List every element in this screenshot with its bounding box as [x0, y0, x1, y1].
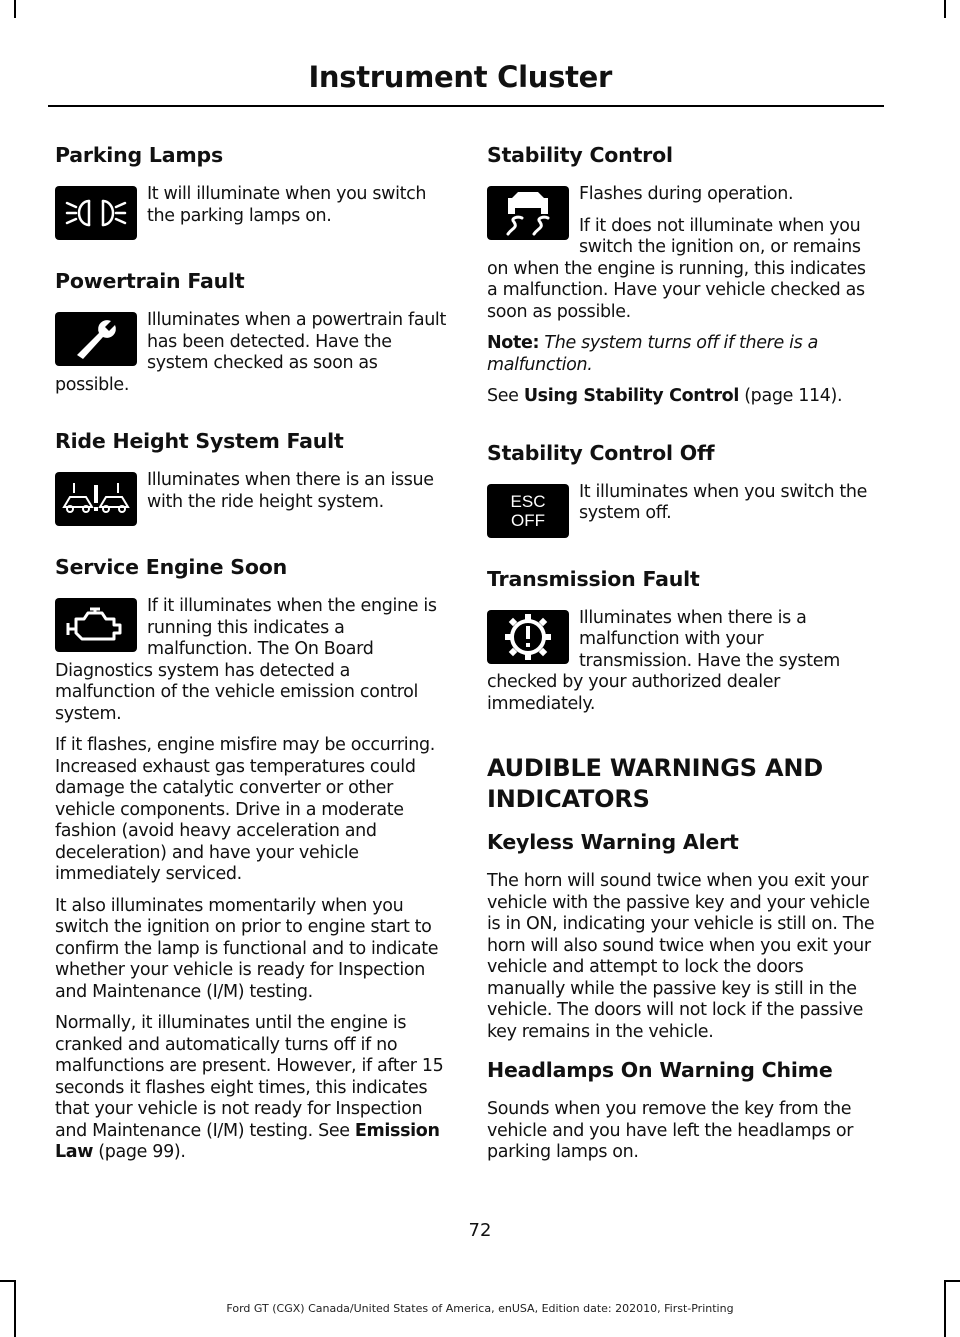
text-keyless-warning: The horn will sound twice when you exit your vehicle with the passive key and your vehicle is in ON, indicating your vehicle is still on. The horn will also sound twice when you exit your vehicle and attempt to lock the doors manually while the passive key is still in the vehicle. The doors will not lock if the passive key remains in the vehicle.	[487, 871, 875, 1042]
see-prefix: See	[318, 1120, 350, 1141]
heading-audible-warnings: AUDIBLE WARNINGS AND INDICATORS	[487, 754, 823, 813]
section-stability-off	[487, 440, 879, 544]
heading-powertrain-fault: Powertrain Fault	[55, 269, 245, 293]
heading-stability-off: Stability Control Off	[487, 440, 715, 465]
heading-service-engine: Service Engine Soon	[55, 555, 288, 579]
emission-law-link[interactable]: Emission Law	[55, 1120, 440, 1162]
wrench-icon	[55, 312, 137, 366]
right-column	[487, 142, 879, 1186]
parking-lamps-icon	[55, 186, 137, 240]
crop-mark-bottom-right-h	[944, 1280, 960, 1282]
section-service-engine	[55, 554, 447, 1174]
text-stability-off: It illuminates when you switch the system off.	[579, 481, 868, 523]
section-powertrain-fault	[55, 268, 447, 406]
page-number: 72	[468, 1220, 492, 1241]
see-page: (page 99).	[98, 1142, 186, 1162]
text-engine-p4-body: Normally, it illuminates until the engine is cranked and automatically turns off if no malfunctions are present. However, if after 15 seconds it flashes eight times, this indicates that your vehicle is not ready for Inspection and Maintenance (I/M) testing.	[55, 1013, 444, 1141]
heading-transmission-fault: Transmission Fault	[487, 566, 700, 591]
note-text: The system turns off if there is a malfunction.	[487, 333, 819, 375]
note-label: Note:	[487, 333, 540, 353]
heading-ride-height: Ride Height System Fault	[55, 429, 344, 453]
crop-mark-bottom-left-h	[0, 1280, 16, 1282]
text-engine-p1: If it illuminates when the engine is running this indicates a malfunction. The On Board Diagnostics system has detected a malfunction of the vehicle emission control system.	[55, 596, 437, 724]
text-engine-p2: If it flashes, engine misfire may be occurring. Increased exhaust gas temperatures could damage the catalytic converter or other vehicle components. Drive in a moderate fashion (avoid heavy acceleration and deceleration) and have your vehicle immediately serviced.	[55, 735, 436, 884]
text-parking-lamps: It will illuminate when you switch the parking lamps on.	[147, 184, 427, 226]
left-column	[55, 142, 447, 1196]
text-engine-p3: It also illuminates momentarily when you switch the ignition on prior to engine start to confirm the lamp is functional and to indicate whether your vehicle is ready for Inspection and Maintenance (I/M) testing.	[55, 895, 439, 1002]
text-ride-height: Illuminates when there is an issue with the ride height system.	[147, 470, 434, 512]
section-stability-control	[487, 142, 879, 418]
page-title: Instrument Cluster	[308, 60, 612, 94]
using-stability-control-link[interactable]: Using Stability Control	[523, 386, 739, 406]
text-stability-p1: Flashes during operation.	[579, 184, 794, 204]
text-engine-p4	[55, 1013, 447, 1164]
text-powertrain-fault: Illuminates when a powertrain fault has been detected. Have the system checked as soon as possible.	[55, 310, 446, 395]
heading-parking-lamps: Parking Lamps	[55, 143, 224, 167]
esc-off-icon	[487, 484, 569, 538]
section-transmission-fault	[487, 566, 879, 726]
heading-headlamps-chime: Headlamps On Warning Chime	[487, 1058, 833, 1082]
section-parking-lamps	[55, 142, 447, 246]
heading-keyless-warning: Keyless Warning Alert	[487, 830, 739, 854]
ride-height-fault-icon	[55, 472, 137, 526]
check-engine-icon	[55, 598, 137, 652]
off-label: OFF	[511, 510, 545, 530]
esc-label: ESC	[510, 491, 546, 511]
text-transmission-fault: Illuminates when there is a malfunction with your transmission. Have the system checked by your authorized dealer immediately.	[487, 607, 840, 714]
section-ride-height	[55, 428, 447, 532]
header-divider	[48, 105, 884, 107]
see-prefix: See	[487, 386, 519, 406]
stability-control-icon	[487, 186, 569, 240]
heading-stability-control: Stability Control	[487, 143, 673, 167]
section-headlamps-chime	[487, 1057, 879, 1164]
crop-mark-top-left	[14, 0, 16, 18]
transmission-fault-icon	[487, 610, 569, 664]
see-page: (page 114).	[744, 386, 843, 406]
text-stability-p2: If it does not illuminate when you switch the ignition on, or remains on when the engine is running, this indicates a malfunction. Have your vehicle checked as soon as possible.	[487, 215, 866, 322]
crop-mark-top-right	[944, 0, 946, 18]
edition-line: Ford GT (CGX) Canada/United States of America, enUSA, Edition date: 202010, First-Printing	[226, 1302, 734, 1315]
text-headlamps-chime: Sounds when you remove the key from the vehicle and you have left the headlamps or parking lamps on.	[487, 1099, 854, 1162]
stability-see	[487, 386, 879, 408]
stability-note	[487, 333, 879, 376]
section-keyless-warning	[487, 829, 879, 1043]
